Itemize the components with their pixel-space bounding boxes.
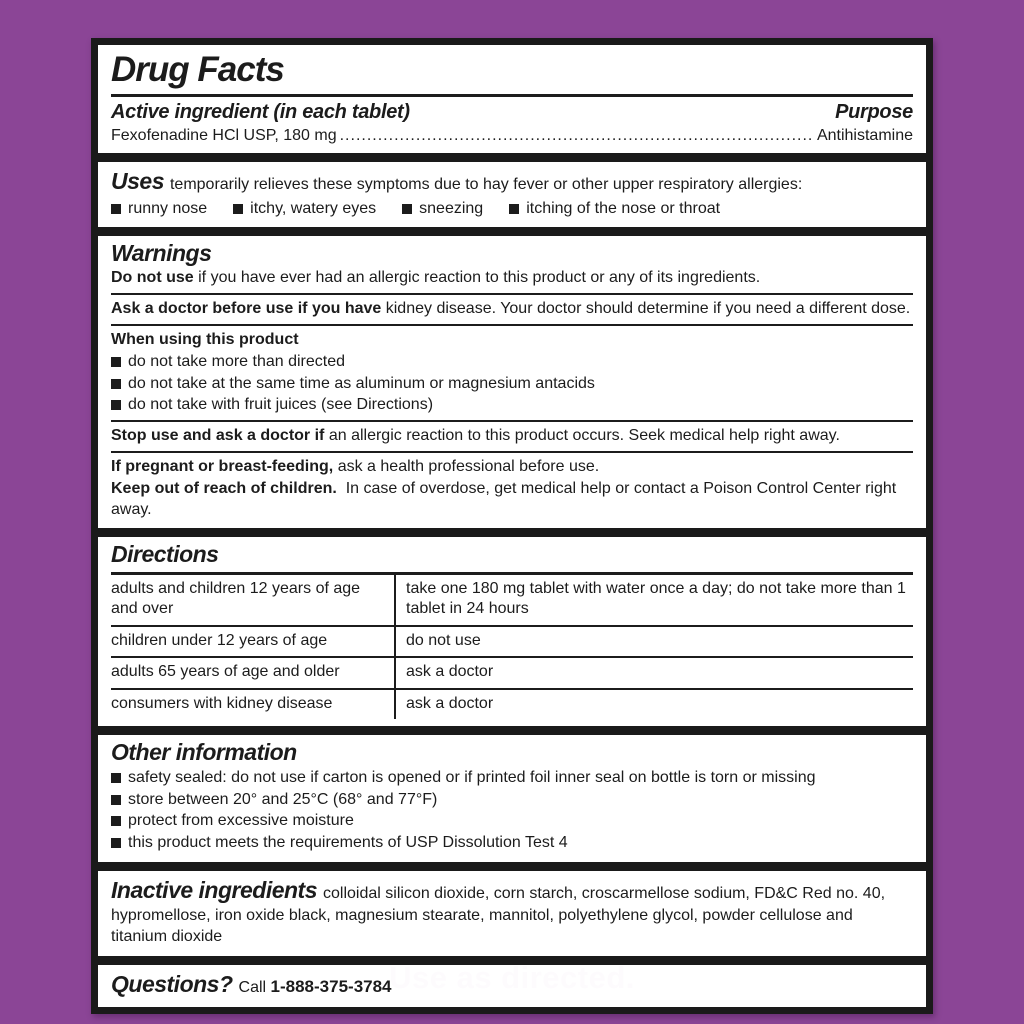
list-item [111, 374, 913, 395]
list-item [111, 811, 913, 832]
divider [111, 293, 913, 295]
symptom-label: itchy, watery eyes [250, 199, 377, 217]
list-item [233, 199, 376, 220]
directions-table [111, 572, 913, 719]
uses-intro-line [111, 167, 913, 197]
list-item [111, 199, 207, 220]
other-info-item: this product meets the requirements of USP Dissolution Test 4 [128, 834, 568, 852]
section-other-information [98, 735, 926, 862]
list-item [111, 790, 913, 811]
table-cell-who: consumers with kidney disease [111, 694, 333, 712]
warning-lead: If pregnant or breast-feeding, [111, 457, 334, 475]
dot-leader [340, 125, 814, 147]
questions-heading: Questions? [111, 970, 233, 997]
other-info-item: store between 20° and 25°C (68° and 77°F) [128, 790, 438, 808]
square-bullet-icon [402, 204, 412, 214]
square-bullet-icon [111, 773, 121, 783]
square-bullet-icon [111, 400, 121, 410]
warning-stop-use [111, 426, 913, 447]
warnings-heading: Warnings [111, 239, 212, 266]
list-item [111, 352, 913, 373]
warning-ask-doctor [111, 299, 913, 320]
section-inactive-ingredients [98, 871, 926, 955]
active-ingredient-heading: Active ingredient (in each tablet) [111, 100, 410, 123]
warning-lead: Stop use and ask a doctor if [111, 427, 325, 445]
square-bullet-icon [111, 838, 121, 848]
section-header [98, 45, 926, 153]
uses-intro: temporarily relieves these symptoms due to hay fever or other upper respiratory allergies: [169, 176, 803, 194]
list-item [111, 833, 913, 854]
table-cell-dose: ask a doctor [394, 658, 913, 689]
square-bullet-icon [111, 816, 121, 826]
uses-heading: Uses [111, 168, 164, 195]
warning-text: In case of overdose, get medical help or contact a Poison Control Center right away. [111, 479, 897, 518]
table-cell-dose: take one 180 mg tablet with water once a day; do not take more than 1 tablet in 24 hours [394, 575, 913, 627]
tagline: Use as directed. [389, 960, 635, 995]
divider [111, 324, 913, 326]
square-bullet-icon [509, 204, 519, 214]
square-bullet-icon [111, 379, 121, 389]
directions-heading: Directions [111, 541, 219, 568]
inactive-ingredients-heading: Inactive ingredients [111, 877, 318, 904]
symptom-label: sneezing [419, 199, 484, 217]
divider [111, 420, 913, 422]
warning-pregnant [111, 457, 913, 478]
list-item [111, 395, 913, 416]
other-information-heading: Other information [111, 739, 297, 766]
square-bullet-icon [111, 357, 121, 367]
warning-item: do not take more than directed [128, 352, 346, 370]
warning-text: kidney disease. Your doctor should determine if you need a different dose. [385, 300, 911, 318]
warning-text: an allergic reaction to this product occurs. Seek medical help right away. [328, 427, 840, 445]
warning-text: ask a health professional before use. [337, 457, 600, 475]
warning-item: do not take with fruit juices (see Directions) [128, 396, 434, 414]
section-warnings [98, 236, 926, 529]
table-cell-dose: ask a doctor [394, 690, 913, 719]
call-label: Call [238, 978, 267, 996]
warning-do-not-use [111, 268, 913, 289]
drug-facts-label [91, 38, 933, 1014]
when-using-heading: When using this product [111, 330, 299, 348]
list-item [402, 199, 483, 220]
warning-lead: Keep out of reach of children. [111, 479, 337, 497]
table-cell-who: adults 65 years of age and older [111, 658, 394, 689]
divider [111, 451, 913, 453]
warning-text: if you have ever had an allergic reaction to this product or any of its ingredients. [198, 269, 761, 287]
phone-number: 1-888-375-3784 [270, 976, 392, 996]
other-info-item: protect from excessive moisture [128, 812, 354, 830]
warning-lead: Do not use [111, 269, 194, 287]
other-info-item: safety sealed: do not use if carton is opened or if printed foil inner seal on bottle is torn or missing [128, 768, 816, 786]
active-ingredient-row [111, 125, 913, 147]
purpose-heading: Purpose [835, 100, 913, 123]
square-bullet-icon [111, 795, 121, 805]
warning-lead: Ask a doctor before use if you have [111, 300, 382, 318]
warning-item: do not take at the same time as aluminum or magnesium antacids [128, 374, 595, 392]
divider [111, 94, 913, 97]
square-bullet-icon [233, 204, 243, 214]
list-item [509, 199, 720, 220]
inactive-ingredients-paragraph [111, 876, 913, 947]
uses-symptom-list [111, 199, 913, 220]
warning-keep-out [111, 479, 913, 521]
ingredient-purpose: Antihistamine [816, 126, 913, 144]
symptom-label: runny nose [128, 199, 208, 217]
inactive-ingredients-text: colloidal silicon dioxide, corn starch, croscarmellose sodium, FD&C Red no. 40, hypromellose, iron oxide black, magnesium stearate, mannitol, polyethylene glycol, powder cellulose and titanium dioxide [111, 885, 886, 945]
symptom-label: itching of the nose or throat [526, 199, 721, 217]
table-cell-who: adults and children 12 years of age and over [111, 575, 394, 627]
section-directions [98, 537, 926, 726]
table-cell-dose: do not use [394, 627, 913, 658]
list-item [111, 768, 913, 789]
square-bullet-icon [111, 204, 121, 214]
table-cell-who: children under 12 years of age [111, 627, 394, 658]
label-title: Drug Facts [111, 50, 284, 89]
ingredient-name: Fexofenadine HCl USP, 180 mg [111, 126, 337, 144]
section-uses [98, 162, 926, 227]
